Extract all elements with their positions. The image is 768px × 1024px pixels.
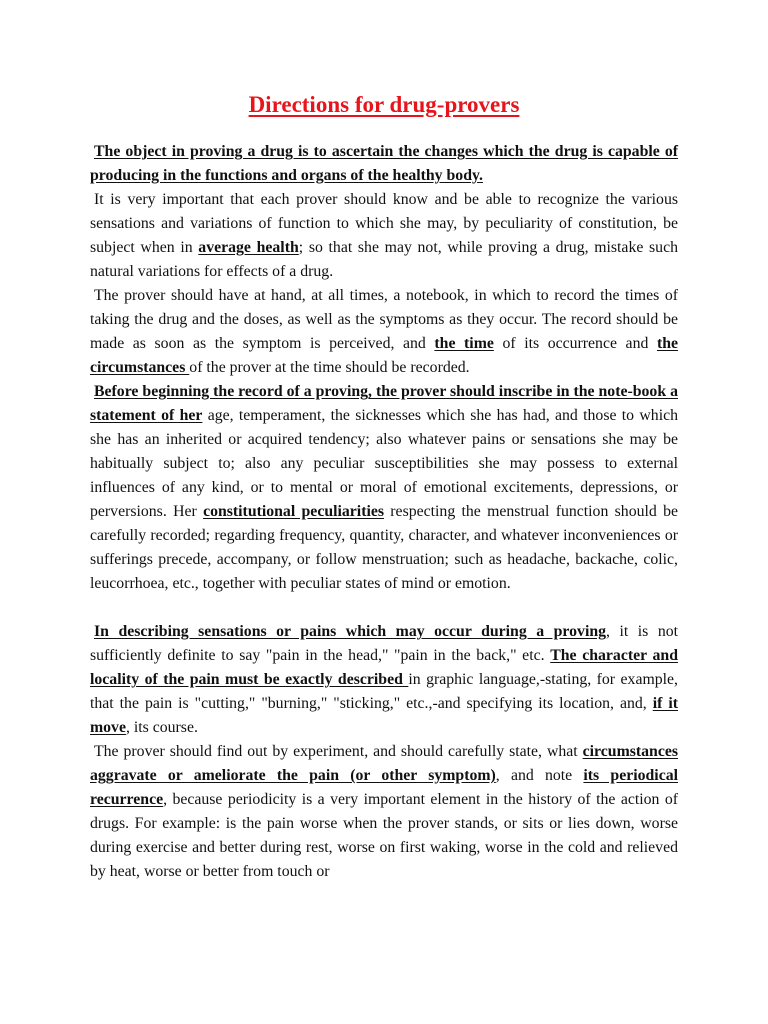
text-run: The prover should have at hand, at all times, a notebook, in which to record the times of taking the drug and the doses, as well as the symptoms as they occur. The record should be made as soon as the symptom is perceived, and bbox=[90, 287, 678, 352]
emphasis-character-and-locality: The character and locality of the pain must be exactly described bbox=[90, 647, 678, 688]
text-run: ; so that she may not, while proving a drug, mistake such natural variations for effects of a drug. bbox=[90, 239, 678, 280]
emphasis-if-it-move: if it move bbox=[90, 695, 678, 736]
emphasis-periodical-recurrence: its periodical recurrence bbox=[90, 767, 678, 808]
paragraph-notebook bbox=[90, 284, 678, 380]
emphasis-constitutional-peculiarities: constitutional peculiarities bbox=[203, 503, 384, 520]
paragraph-statement bbox=[90, 380, 678, 596]
emphasis-average-health: average health bbox=[198, 239, 299, 256]
paragraph-circumstances bbox=[90, 740, 678, 884]
text-run: , and note bbox=[495, 767, 584, 784]
text-run: , because periodicity is a very important element in the history of the action of drugs. For example: is the pain worse when the prover stands, or sits or lies down, worse during exercise and better during rest, worse on first waking, worse in the cold and relieved by heat, worse or better from touch or bbox=[90, 791, 678, 880]
text-run: respecting the menstrual function should be carefully recorded; regarding frequency, quantity, character, and whatever inconveniences or sufferings precede, accompany, or follow menstruation; such as headache, backache, colic, leucorrhoea, etc., together with peculiar states of mind or emotion. bbox=[90, 503, 678, 592]
paragraph-average-health bbox=[90, 188, 678, 284]
text-run: , its course. bbox=[125, 719, 198, 736]
page-title: Directions for drug-provers bbox=[248, 92, 520, 117]
paragraph-describing-sensations bbox=[90, 620, 678, 740]
emphasis-the-circumstances: the circumstances bbox=[90, 335, 679, 376]
text-run: of the prover at the time should be recorded. bbox=[189, 359, 470, 376]
text-run: of its occurrence and bbox=[493, 335, 657, 352]
emphasis-the-time: the time bbox=[434, 335, 494, 352]
document-body bbox=[90, 140, 678, 884]
text-run: age, temperament, the sicknesses which she has had, and those to which she has an inherited or acquired tendency; also whatever pains or sensations she may be habitually subject to; also any peculiar susceptibilities she may possess to external influences of any kind, or to mental or moral of emotional excitements, depressions, or perversions. Her bbox=[90, 407, 678, 520]
emphasis-describing-sensations: In describing sensations or pains which may occur during a proving bbox=[94, 623, 607, 640]
emphasis-aggravate-or-ameliorate: circumstances aggravate or ameliorate the pain (or other symptom) bbox=[90, 743, 678, 784]
emphasis-object-of-proving: The object in proving a drug is to ascertain the changes which the drug is capable of producing in the functions and organs of the healthy body. bbox=[90, 143, 678, 184]
text-run: It is very important that each prover should know and be able to recognize the various sensations and variations of function to which she may, by peculiarity of constitution, be subject when in bbox=[90, 191, 678, 256]
text-run: The prover should find out by experiment, and should carefully state, what bbox=[94, 743, 583, 760]
emphasis-before-beginning: Before beginning the record of a proving, the prover should inscribe in the note-book a statement of her bbox=[90, 383, 678, 424]
paragraph-object bbox=[90, 140, 678, 188]
text-run: , it is not sufficiently definite to say "pain in the head," "pain in the back," etc. bbox=[90, 623, 679, 664]
text-run: in graphic language,-stating, for example, that the pain is "cutting," "burning," "sticking," etc.,-and specifying its location, and, bbox=[90, 671, 678, 712]
